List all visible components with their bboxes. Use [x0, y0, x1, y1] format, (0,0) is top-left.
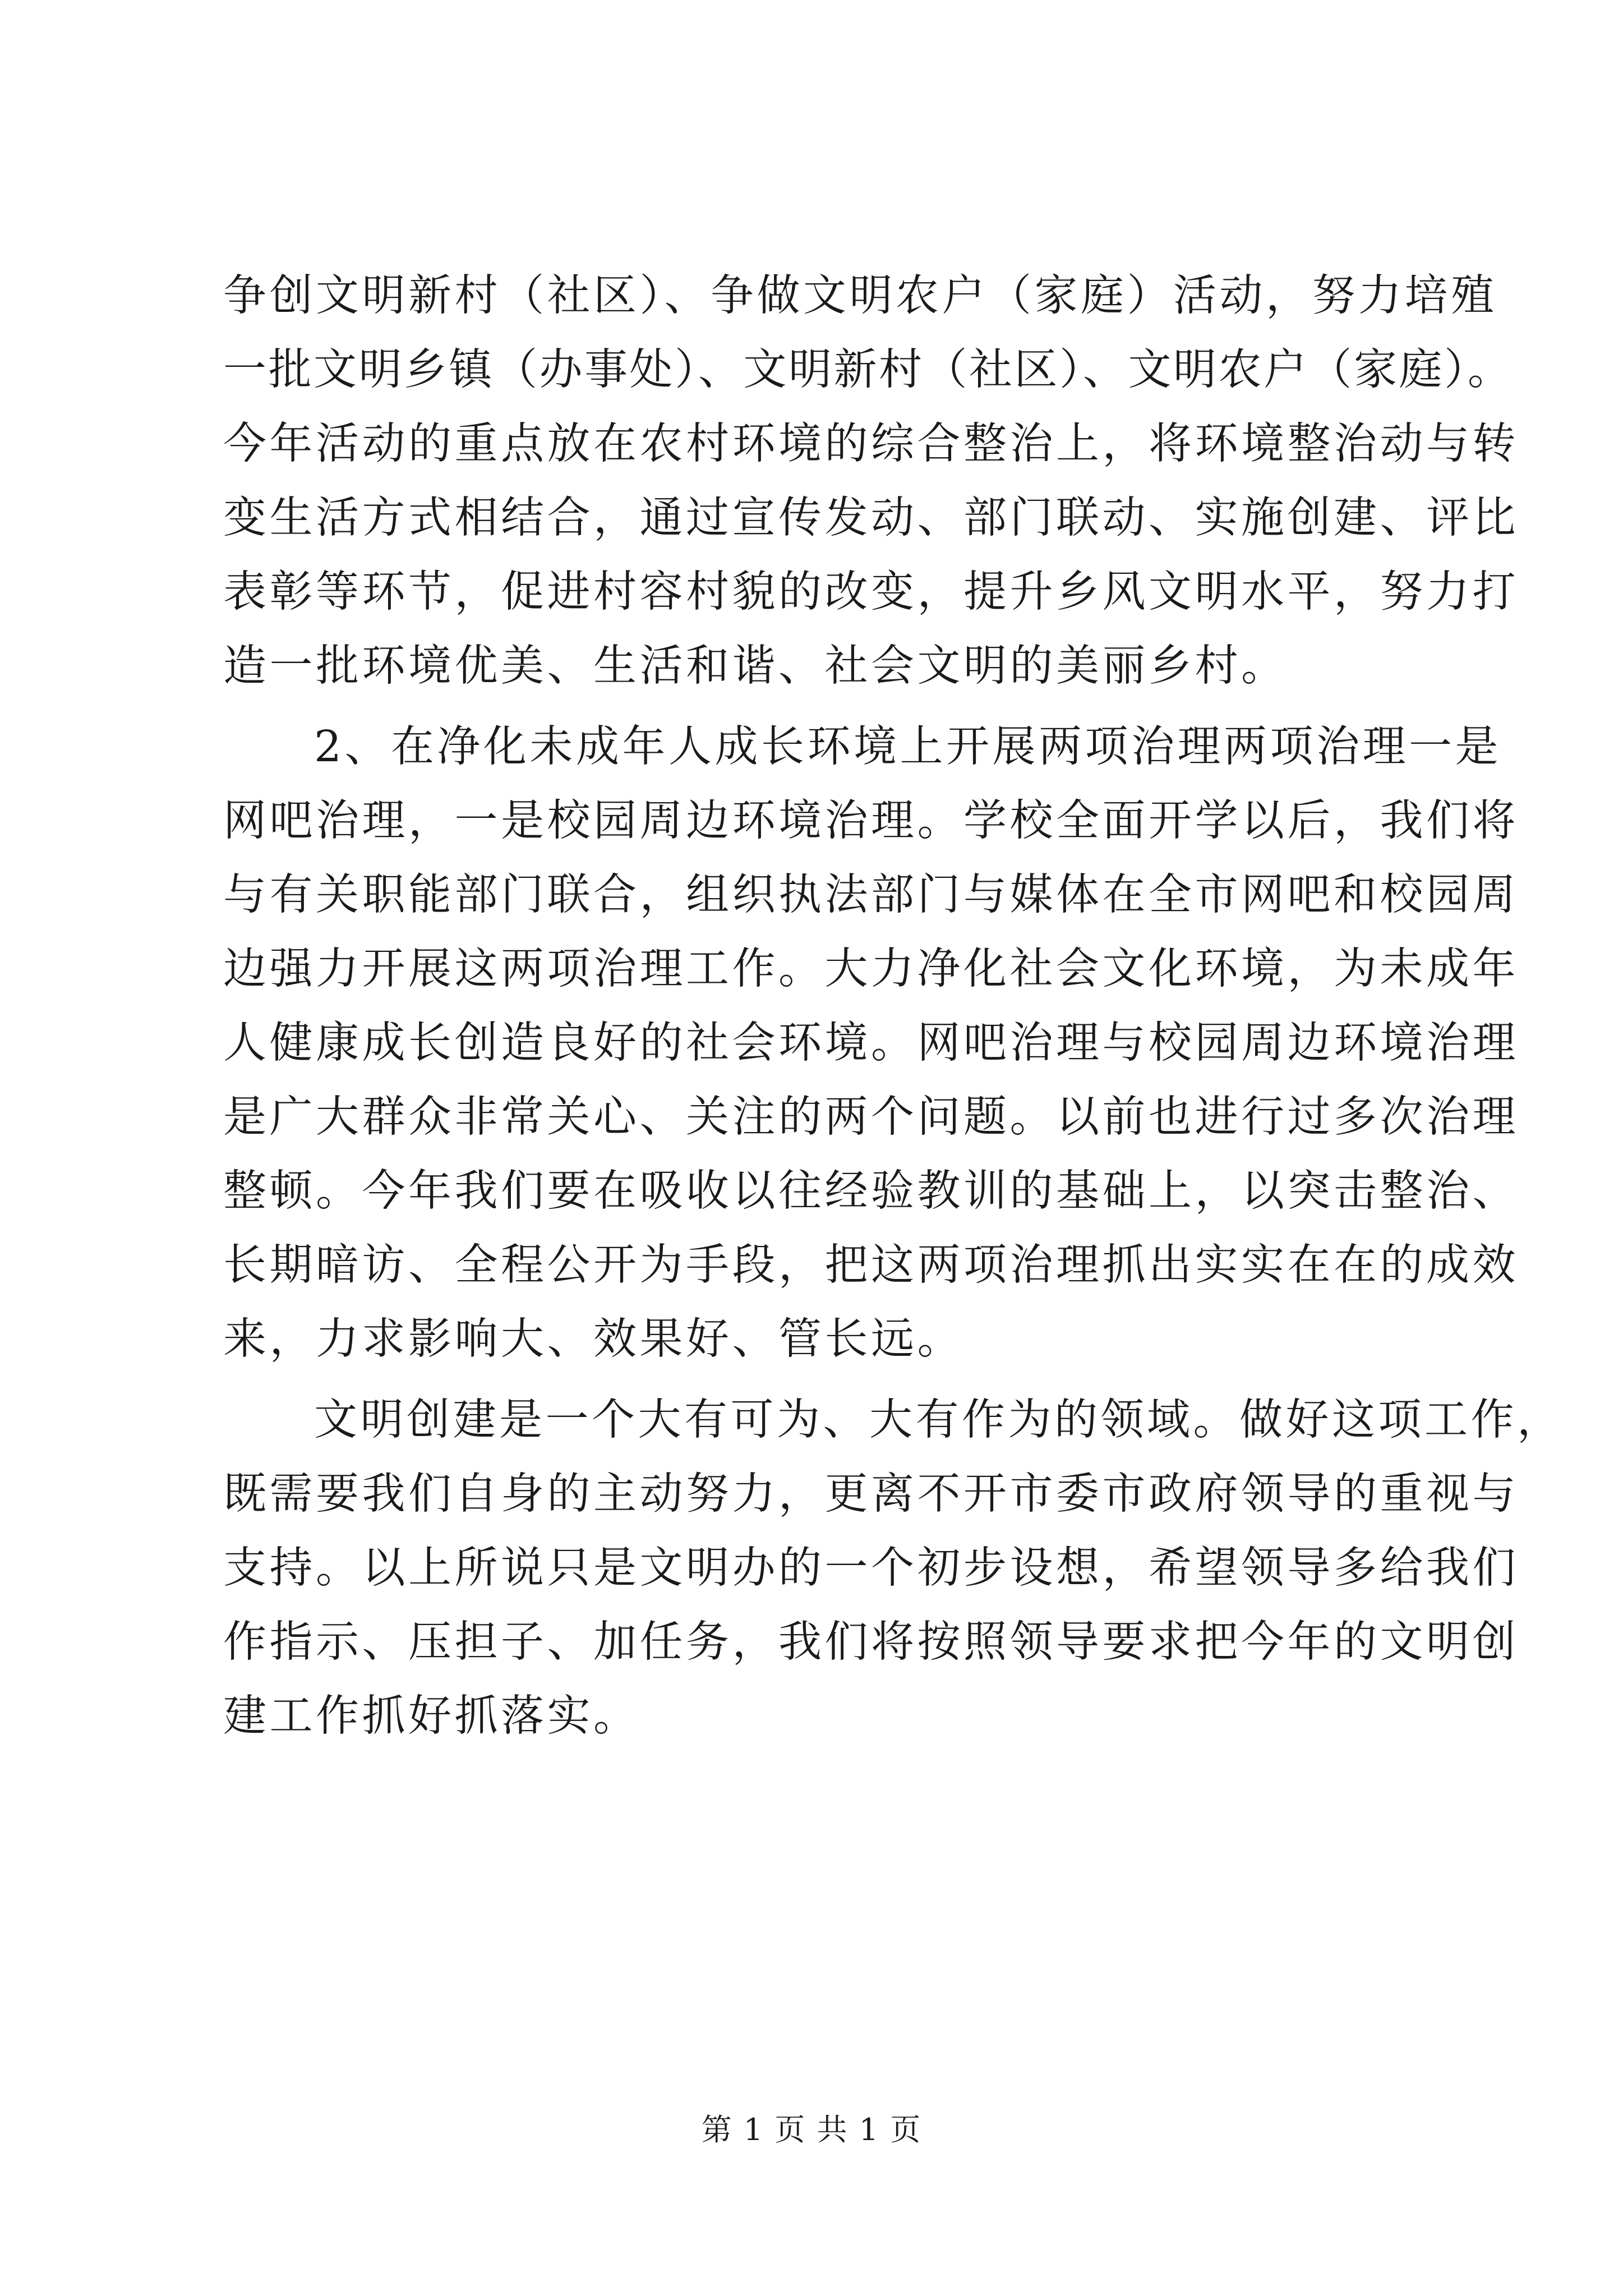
- text-line: 2、在净化未成年人成长环境上开展两项治理两项治理一是: [314, 722, 1501, 772]
- page-number-footer: 第 1 页 共 1 页: [701, 2112, 922, 2147]
- document-body: [223, 259, 1564, 1754]
- text-line: 人健康成长创造良好的社会环境。网吧治理与校园周边环境治理: [223, 1018, 1519, 1068]
- text-line: 建工作抓好抓落实。: [223, 1691, 640, 1741]
- text-line: 与有关职能部门联合，组织执法部门与媒体在全市网吧和校园周: [223, 870, 1519, 920]
- text-line: 支持。以上所说只是文明办的一个初步设想，希望领导多给我们: [223, 1543, 1519, 1593]
- paragraph-gap: [223, 1377, 1404, 1383]
- paragraph: [223, 710, 1519, 1377]
- text-line: 来，力求影响大、效果好、管长远。: [223, 1314, 963, 1364]
- text-line: 一批文明乡镇（办事处）、文明新村（社区）、文明农户（家庭）。: [223, 345, 1513, 395]
- text-line: 整顿。今年我们要在吸收以往经验教训的基础上，以突击整治、: [223, 1166, 1519, 1216]
- text-line: 长期暗访、全程公开为手段，把这两项治理抓出实实在在的成效: [223, 1240, 1519, 1290]
- text-line: 今年活动的重点放在农村环境的综合整治上，将环境整治动与转: [223, 419, 1519, 469]
- text-line: 表彰等环节，促进村容村貌的改变，提升乡风文明水平，努力打: [223, 567, 1519, 617]
- text-line: 是广大群众非常关心、关注的两个问题。以前也进行过多次治理: [223, 1092, 1519, 1142]
- text-line: 争创文明新村（社区）、争做文明农户（家庭）活动，努力培殖: [223, 271, 1497, 321]
- text-line: 造一批环境优美、生活和谐、社会文明的美丽乡村。: [223, 641, 1288, 691]
- text-line: 既需要我们自身的主动努力，更离不开市委市政府领导的重视与: [223, 1469, 1519, 1519]
- text-line: 变生活方式相结合，通过宣传发动、部门联动、实施创建、评比: [223, 493, 1519, 543]
- text-line: 文明创建是一个大有可为、大有作为的领域。做好这项工作，: [314, 1395, 1564, 1445]
- paragraph-gap: [223, 703, 1404, 710]
- paragraph: [223, 259, 1519, 703]
- text-line: 边强力开展这两项治理工作。大力净化社会文化环境，为未成年: [223, 944, 1519, 994]
- text-line: 作指示、压担子、加任务，我们将按照领导要求把今年的文明创: [223, 1617, 1519, 1667]
- paragraph: [223, 1383, 1564, 1754]
- text-line: 网吧治理，一是校园周边环境治理。学校全面开学以后，我们将: [223, 796, 1519, 846]
